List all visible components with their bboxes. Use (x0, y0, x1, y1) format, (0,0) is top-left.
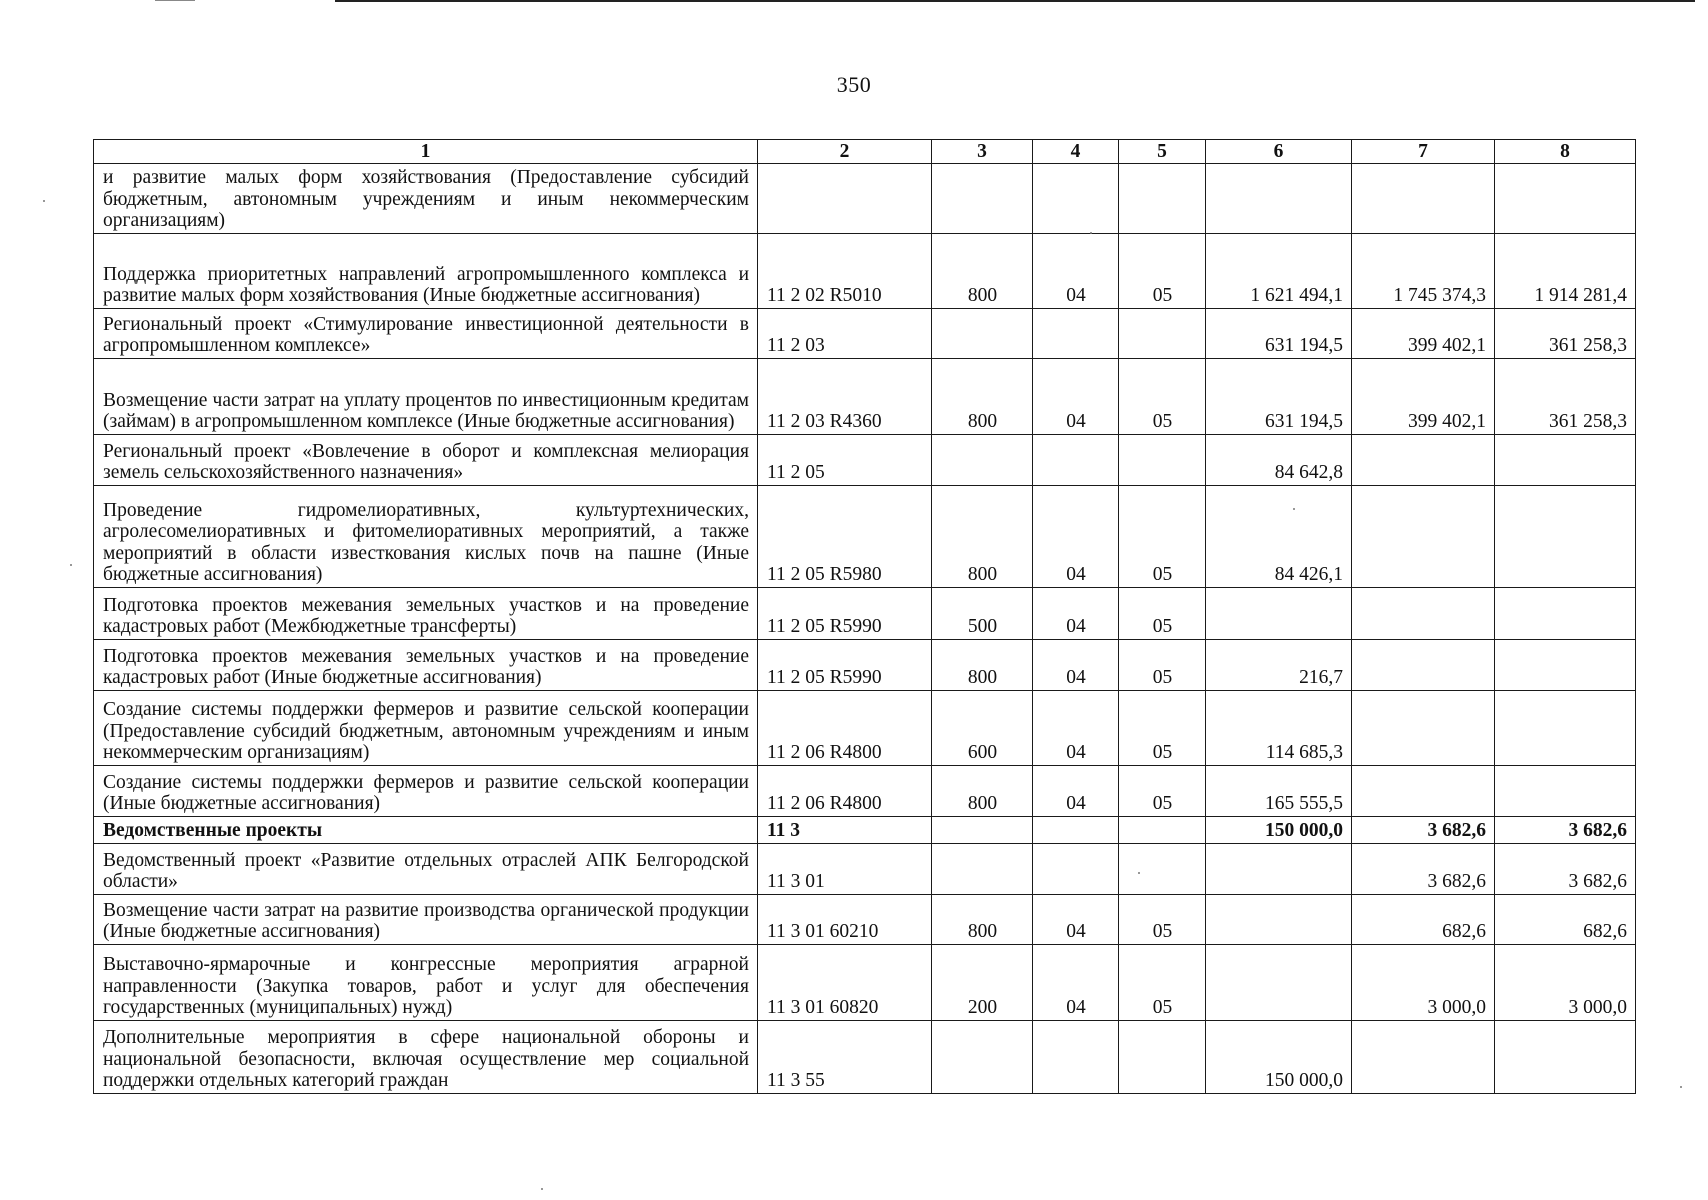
table-row (94, 1021, 1636, 1094)
row-description: Подготовка проектов межевания земельных участков и на проведение кадастровых работ (Иные бюджетные ассигнования) (94, 640, 758, 691)
row-description: Ведомственный проект «Развитие отдельных отраслей АПК Белгородской области» (94, 844, 758, 895)
col-header-6: 6 (1206, 140, 1352, 164)
row-col7-amount (1352, 164, 1495, 234)
row-col5: 05 (1119, 895, 1206, 945)
row-col6-amount (1206, 895, 1352, 945)
row-col5 (1119, 309, 1206, 359)
row-col5 (1119, 844, 1206, 895)
row-col8-amount (1495, 691, 1636, 766)
row-col3: 800 (932, 766, 1033, 817)
row-col3 (932, 817, 1033, 844)
row-col4 (1033, 309, 1119, 359)
row-code: 11 2 03 (758, 309, 932, 359)
row-col5: 05 (1119, 486, 1206, 588)
row-col8-amount (1495, 164, 1636, 234)
row-description: Возмещение части затрат на развитие производства органической продукции (Иные бюджетные ассигнования) (94, 895, 758, 945)
table-row (94, 234, 1636, 309)
row-col7-amount (1352, 691, 1495, 766)
row-col3 (932, 309, 1033, 359)
row-col4: 04 (1033, 640, 1119, 691)
col-header-4: 4 (1033, 140, 1119, 164)
row-col8-amount (1495, 588, 1636, 640)
row-col7-amount: 1 745 374,3 (1352, 234, 1495, 309)
row-code: 11 3 01 60820 (758, 945, 932, 1021)
scan-speck (1138, 872, 1140, 874)
row-col8-amount: 361 258,3 (1495, 359, 1636, 435)
row-col8-amount (1495, 486, 1636, 588)
row-col6-amount (1206, 164, 1352, 234)
col-header-3: 3 (932, 140, 1033, 164)
row-description: Поддержка приоритетных направлений агропромышленного комплекса и развитие малых форм хозяйствования (Иные бюджетные ассигнования) (94, 234, 758, 309)
row-col5: 05 (1119, 234, 1206, 309)
row-description: Ведомственные проекты (94, 817, 758, 844)
row-description: Подготовка проектов межевания земельных участков и на проведение кадастровых работ (Межбюджетные трансферты) (94, 588, 758, 640)
row-col4: 04 (1033, 234, 1119, 309)
row-col4: 04 (1033, 588, 1119, 640)
table-row (94, 640, 1636, 691)
table-row (94, 895, 1636, 945)
row-code: 11 2 03 R4360 (758, 359, 932, 435)
row-code: 11 2 05 R5980 (758, 486, 932, 588)
row-col7-amount (1352, 588, 1495, 640)
col-header-2: 2 (758, 140, 932, 164)
row-col7-amount (1352, 435, 1495, 486)
table-row (94, 164, 1636, 234)
row-col6-amount (1206, 588, 1352, 640)
row-col4: 04 (1033, 486, 1119, 588)
row-col4 (1033, 844, 1119, 895)
table-header-row (94, 140, 1636, 164)
row-col3: 800 (932, 640, 1033, 691)
row-description: Выставочно-ярмарочные и конгрессные мероприятия аграрной направленности (Закупка товаров, работ и услуг для обеспечения государственных (муниципальных) нужд) (94, 945, 758, 1021)
col-header-1: 1 (94, 140, 758, 164)
row-description: Региональный проект «Стимулирование инвестиционной деятельности в агропромышленном комплексе» (94, 309, 758, 359)
row-col3: 800 (932, 359, 1033, 435)
row-description: и развитие малых форм хозяйствования (Предоставление субсидий бюджетным, автономным учреждениям и иным некоммерческим организациям) (94, 164, 758, 234)
col-header-7: 7 (1352, 140, 1495, 164)
row-col3: 500 (932, 588, 1033, 640)
row-col8-amount: 3 682,6 (1495, 817, 1636, 844)
row-col4: 04 (1033, 766, 1119, 817)
scan-top-rule (335, 0, 1695, 2)
row-col8-amount: 682,6 (1495, 895, 1636, 945)
row-col7-amount (1352, 766, 1495, 817)
row-col4: 04 (1033, 691, 1119, 766)
row-col5: 05 (1119, 691, 1206, 766)
row-col8-amount (1495, 640, 1636, 691)
scan-speck (541, 1188, 543, 1190)
table-row (94, 359, 1636, 435)
scan-speck (1090, 232, 1092, 234)
row-col7-amount (1352, 640, 1495, 691)
scan-speck (1293, 508, 1295, 510)
row-code: 11 2 05 (758, 435, 932, 486)
row-col4: 04 (1033, 359, 1119, 435)
row-col3: 800 (932, 234, 1033, 309)
row-col5: 05 (1119, 359, 1206, 435)
row-col5 (1119, 435, 1206, 486)
row-col3 (932, 844, 1033, 895)
table-row (94, 691, 1636, 766)
table-row (94, 945, 1636, 1021)
row-col4 (1033, 435, 1119, 486)
row-description: Дополнительные мероприятия в сфере национальной обороны и национальной безопасности, включая осуществление мер социальной поддержки отдельных категорий граждан (94, 1021, 758, 1094)
row-description: Проведение гидромелиоративных, культуртехнических, агролесомелиоративных и фитомелиоративных мероприятий, а также мероприятий в области известкования кислых почв на пашне (Иные бюджетные ассигнования) (94, 486, 758, 588)
row-col8-amount: 3 000,0 (1495, 945, 1636, 1021)
row-description: Возмещение части затрат на уплату процентов по инвестиционным кредитам (займам) в агропромышленном комплексе (Иные бюджетные ассигнования) (94, 359, 758, 435)
row-col7-amount: 682,6 (1352, 895, 1495, 945)
table-row (94, 844, 1636, 895)
row-code: 11 3 55 (758, 1021, 932, 1094)
scan-speck (43, 200, 45, 202)
row-col5: 05 (1119, 766, 1206, 817)
row-col7-amount: 3 682,6 (1352, 844, 1495, 895)
row-col6-amount: 165 555,5 (1206, 766, 1352, 817)
row-col4 (1033, 817, 1119, 844)
row-col3: 800 (932, 486, 1033, 588)
row-col3: 200 (932, 945, 1033, 1021)
row-col6-amount: 631 194,5 (1206, 359, 1352, 435)
row-col8-amount: 3 682,6 (1495, 844, 1636, 895)
row-col5: 05 (1119, 588, 1206, 640)
row-col6-amount: 114 685,3 (1206, 691, 1352, 766)
table-row (94, 486, 1636, 588)
row-description: Создание системы поддержки фермеров и развитие сельской кооперации (Иные бюджетные ассигнования) (94, 766, 758, 817)
row-col6-amount: 1 621 494,1 (1206, 234, 1352, 309)
row-col5 (1119, 1021, 1206, 1094)
row-code: 11 2 05 R5990 (758, 640, 932, 691)
row-description: Создание системы поддержки фермеров и развитие сельской кооперации (Предоставление субсидий бюджетным, автономным учреждениям и иным некоммерческим организациям) (94, 691, 758, 766)
row-col4: 04 (1033, 945, 1119, 1021)
table-row (94, 766, 1636, 817)
row-code: 11 2 02 R5010 (758, 234, 932, 309)
row-col8-amount: 361 258,3 (1495, 309, 1636, 359)
row-code: 11 3 (758, 817, 932, 844)
row-col3 (932, 1021, 1033, 1094)
row-code: 11 3 01 60210 (758, 895, 932, 945)
table-row (94, 435, 1636, 486)
row-col6-amount: 216,7 (1206, 640, 1352, 691)
row-col6-amount (1206, 844, 1352, 895)
row-col5: 05 (1119, 640, 1206, 691)
row-col7-amount: 399 402,1 (1352, 359, 1495, 435)
scan-speck (1680, 1086, 1682, 1088)
col-header-8: 8 (1495, 140, 1636, 164)
row-col8-amount (1495, 766, 1636, 817)
row-col3: 600 (932, 691, 1033, 766)
table-body (94, 164, 1636, 1094)
row-col3 (932, 164, 1033, 234)
table-row (94, 309, 1636, 359)
row-code: 11 3 01 (758, 844, 932, 895)
row-col5 (1119, 164, 1206, 234)
row-code: 11 2 05 R5990 (758, 588, 932, 640)
row-col3: 800 (932, 895, 1033, 945)
row-col6-amount: 150 000,0 (1206, 817, 1352, 844)
row-col6-amount: 150 000,0 (1206, 1021, 1352, 1094)
row-col4 (1033, 164, 1119, 234)
col-header-5: 5 (1119, 140, 1206, 164)
row-col7-amount (1352, 486, 1495, 588)
row-col7-amount (1352, 1021, 1495, 1094)
row-description: Региональный проект «Вовлечение в оборот и комплексная мелиорация земель сельскохозяйственного назначения» (94, 435, 758, 486)
page-number: 350 (836, 72, 872, 97)
scan-edge-mark (155, 0, 195, 1)
row-col8-amount: 1 914 281,4 (1495, 234, 1636, 309)
row-col8-amount (1495, 435, 1636, 486)
scan-speck (70, 564, 72, 566)
row-col7-amount: 3 682,6 (1352, 817, 1495, 844)
row-col5 (1119, 817, 1206, 844)
row-code: 11 2 06 R4800 (758, 766, 932, 817)
row-code (758, 164, 932, 234)
row-col4: 04 (1033, 895, 1119, 945)
row-code: 11 2 06 R4800 (758, 691, 932, 766)
row-col6-amount: 84 426,1 (1206, 486, 1352, 588)
row-col3 (932, 435, 1033, 486)
row-col4 (1033, 1021, 1119, 1094)
row-col5: 05 (1119, 945, 1206, 1021)
row-col8-amount (1495, 1021, 1636, 1094)
row-col7-amount: 399 402,1 (1352, 309, 1495, 359)
budget-table (93, 139, 1636, 1094)
row-col7-amount: 3 000,0 (1352, 945, 1495, 1021)
table-row (94, 588, 1636, 640)
row-col6-amount: 84 642,8 (1206, 435, 1352, 486)
row-col6-amount: 631 194,5 (1206, 309, 1352, 359)
table-row (94, 817, 1636, 844)
row-col6-amount (1206, 945, 1352, 1021)
